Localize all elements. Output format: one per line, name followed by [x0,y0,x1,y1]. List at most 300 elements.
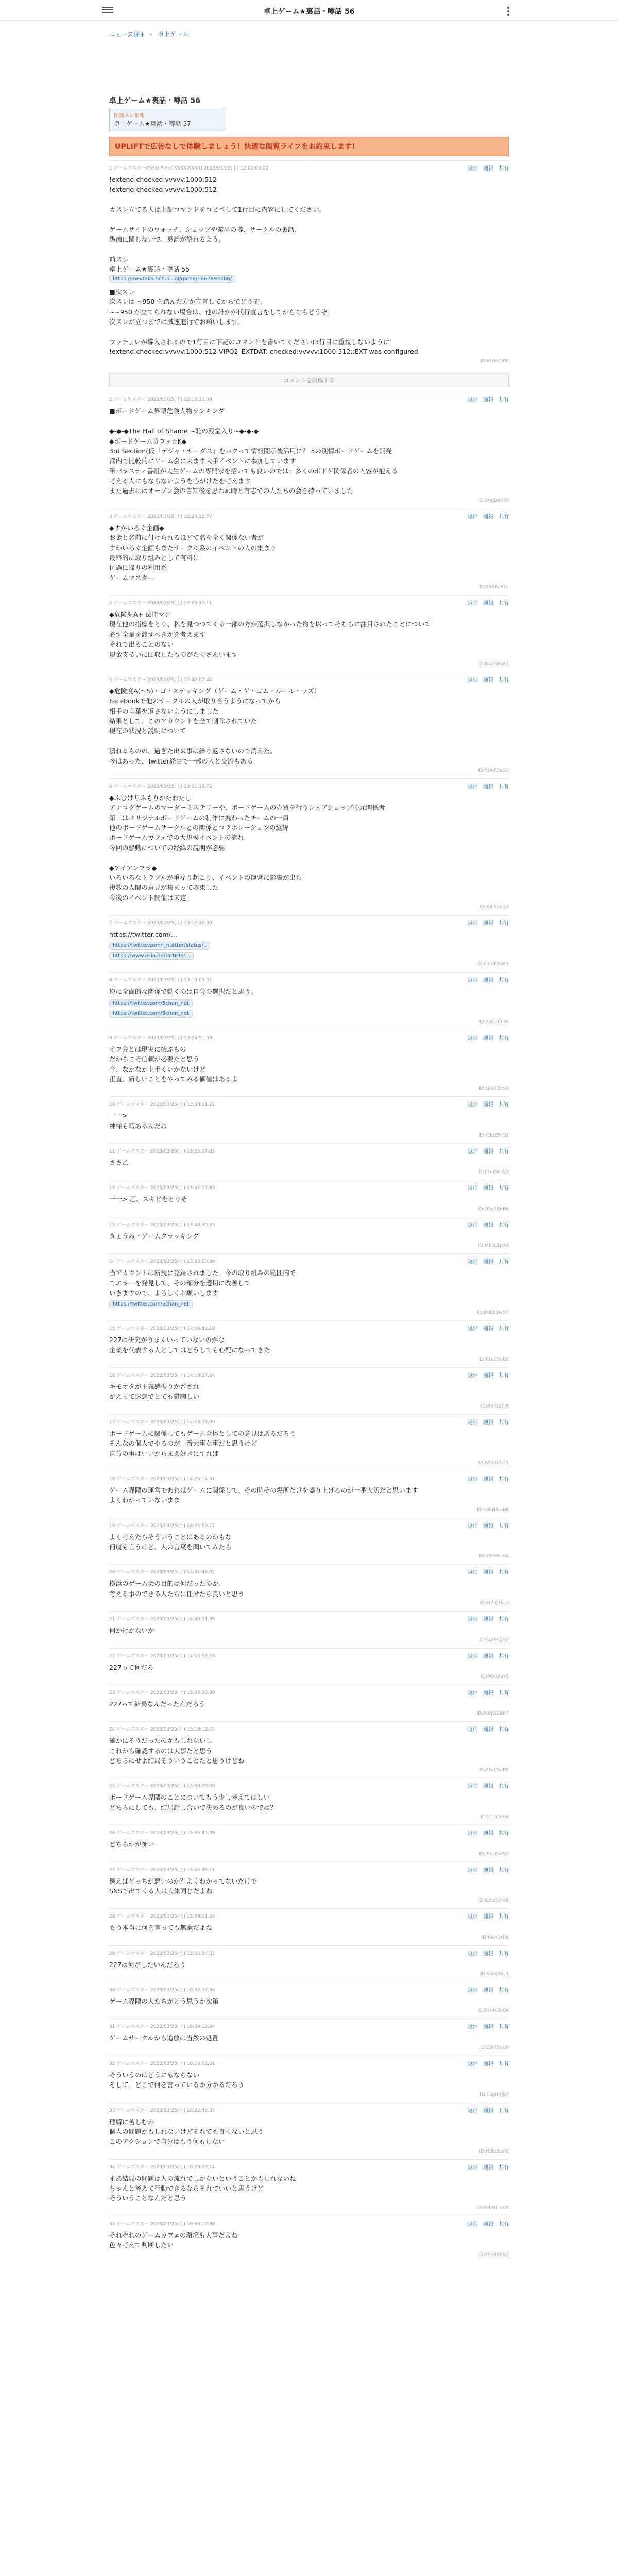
reply-button[interactable]: 返信 [468,1035,478,1041]
reply-button[interactable]: 返信 [468,1784,478,1790]
report-button[interactable]: 通報 [483,1523,493,1529]
post-id: ID:B7nM3vC6 [477,2008,509,2014]
related-thread-label: 関連スレ情報 [114,113,145,119]
post [109,1825,509,1861]
post-meta: 30 ゲームマスター 2023/03/25(土) 16:02:37.08 [109,1988,215,1993]
post-meta: 5 ゲームマスター 2023/03/25(土) 12:40:02.44 [109,677,212,683]
reply-button[interactable]: 返信 [468,2108,478,2114]
share-button[interactable]: 共有 [499,2108,509,2114]
post-body: まあ結局の問題は人の流れでしかないということかもしれないね ちゃんと考えて行動できるならそれでいいと思うけど そういうことなんだと思う [109,2174,296,2202]
post-id: ID:S4dF9gH2 [478,1637,509,1643]
link-pill[interactable]: https://twitter.com/5chan_net [109,1300,193,1308]
post [109,1320,509,1367]
share-button[interactable]: 共有 [499,1102,509,1108]
report-button[interactable]: 通報 [483,978,493,984]
post-header [109,1221,509,1228]
post-actions [468,1100,509,1108]
post-body: もう本当に何を言っても無駄だよね [109,1924,213,1932]
share-button[interactable]: 共有 [499,1988,509,1993]
report-button[interactable]: 通報 [483,1419,493,1426]
report-button[interactable]: 通報 [483,1867,493,1873]
post-id: ID:H8sT2cV4 [479,1086,509,1092]
post-body: 一一> 神様も暇あるんだね [109,1112,167,1130]
post-actions [468,2219,509,2227]
reply-button[interactable]: 返信 [468,978,478,984]
post-body: !extend:checked:vvvvv:1000:512 !extend:checked:vvvvv:1000:512 カスレ立てる人は上記コマンドをコピペして1行目に内容にしてください。 ゲームサイトのウォッチ、ショップや業界の噂、サークルの裏話、 愚痴に関しないで、裏話が語れるよう。 前スレ 卓上ゲーム★裏話・噂話 55 [109,176,326,274]
post-header [109,1688,509,1696]
report-button[interactable]: 通報 [483,2108,493,2114]
share-button[interactable]: 共有 [499,2061,509,2067]
post [109,1908,509,1945]
post [109,595,509,672]
share-button[interactable]: 共有 [499,1523,509,1529]
share-button[interactable]: 共有 [499,514,509,520]
post-meta: 6 ゲームマスター 2023/03/25(土) 13:01:19.72 [109,784,212,789]
breadcrumb-separator: › [150,31,153,38]
share-button[interactable]: 共有 [499,1149,509,1155]
post-id: ID:L8bN3mK6 [477,1507,509,1513]
post-meta: 8 ゲームマスター 2023/03/25(土) 13:18:09.31 [109,978,212,984]
post-body: 当アカウントは新規に登録されました。今の取り組みの範囲内で でエラーを発見して、その部分を適切に改善して いきますので、よろしくお願いします [109,1269,296,1297]
post-meta: 1 ゲームマスター(ﾜｯﾁｮｲ ﾜｯﾁｮｲ XXXX-XXXX) 2023/03/25(土) 12:00:00.00 [109,166,269,171]
post-body: きょうみ・ゲームクラッキング [109,1232,199,1240]
share-button[interactable]: 共有 [499,1373,509,1379]
post-body: ささ乙 [109,1159,129,1166]
reply-button[interactable]: 返信 [468,1570,478,1576]
post [109,2103,509,2159]
post-header [109,1782,509,1789]
post [109,1180,509,1216]
post-actions [468,512,509,520]
post-body: https://twitter.com/... [109,930,177,938]
post-meta: 33 ゲームマスター 2023/03/25(土) 16:22:45.37 [109,2108,215,2113]
reply-button[interactable]: 返信 [468,921,478,926]
post-body: ゲーム界隈の人たちがどう思うか次第 [109,1997,219,2005]
post [109,1096,509,1143]
post-id: ID:R4fG2hJ9 [480,1403,509,1409]
reply-button[interactable]: 返信 [468,1951,478,1957]
breadcrumb-item[interactable]: ニュース速+ [109,31,145,38]
report-button[interactable]: 通報 [483,784,493,790]
post-id: ID:W5eD7rF1 [477,1460,509,1466]
post-actions [468,1615,509,1622]
post-id: ID:T1uC5vB8 [478,1357,509,1362]
post-meta: 14 ゲームマスター 2023/03/25(土) 13:55:00.00 [109,1259,215,1265]
reply-button[interactable]: 返信 [468,2164,478,2171]
post-meta: 11 ゲームマスター 2023/03/25(土) 13:35:07.05 [109,1149,215,1154]
reply-button[interactable]: 返信 [468,1102,478,1108]
post-meta: 29 ゲームマスター 2023/03/25(土) 15:55:54.32 [109,1951,215,1956]
post-meta: 10 ゲームマスター 2023/03/25(土) 13:30:11.22 [109,1102,215,1108]
reply-button[interactable]: 返信 [468,1617,478,1623]
post-meta: 25 ゲームマスター 2023/03/25(土) 15:30:00.00 [109,1784,215,1789]
reply-button[interactable]: 返信 [468,1419,478,1426]
post [109,160,509,369]
share-button[interactable]: 共有 [499,1617,509,1623]
post-id: ID:G4hJ9kL1 [480,1972,509,1977]
report-button[interactable]: 通報 [483,1690,493,1696]
post-actions [468,1324,509,1332]
post [109,1030,509,1097]
post-meta: 7 ゲームマスター 2023/03/25(土) 13:12:40.00 [109,921,212,926]
post-link[interactable] [109,1009,509,1018]
more-options-icon[interactable] [503,5,514,15]
post-header [109,1371,509,1379]
post-meta: 17 ゲームマスター 2023/03/25(土) 14:18:33.00 [109,1419,215,1425]
post-actions [468,599,509,606]
post-actions [468,2163,509,2171]
reply-button[interactable]: 返信 [468,1326,478,1332]
post-id: ID:G1B8cF1e [478,585,509,590]
share-button[interactable]: 共有 [499,1784,509,1790]
post-id: ID:B4cG8aE1 [478,661,509,667]
report-button[interactable]: 通報 [483,1570,493,1576]
top-bar [0,0,618,21]
post-actions [468,1371,509,1379]
reply-button[interactable]: 返信 [468,1523,478,1529]
post-id: ID:F3mR5aE1 [477,962,509,968]
share-button[interactable]: 共有 [499,1035,509,1041]
report-button[interactable]: 通報 [483,1988,493,1993]
post-body: 227は何がしたいんだろう [109,1960,186,1969]
post-body: 何か行かないか [109,1626,154,1635]
post-header [109,919,509,926]
post [109,1217,509,1253]
post-meta: 32 ゲームマスター 2023/03/25(土) 16:16:02.61 [109,2061,215,2066]
post-actions [468,2106,509,2114]
post-actions [468,919,509,926]
post-header [109,1866,509,1873]
post-id: ID:K8lX7sQ2 [479,905,509,910]
post-id: ID:O3pQ7rS9 [478,1898,509,1904]
post-id: ID:H3kL6zX2 [479,2148,509,2154]
reply-button[interactable]: 返信 [468,1373,478,1379]
post-actions [468,1183,509,1191]
post-body: ◆危険児A+ 法律マン 現在他の指標をとり、私を見つつてくる一部の方が選択しなかった物を以ってそちらに注目されたことについて 必ず全量を渡すべきかを考えます それで出ることのない 現金支払いに回収したものがたくさんいます [109,611,431,658]
report-button[interactable]: 通報 [483,921,493,926]
link-pill[interactable]: https://twitter.com/5chan_net [109,999,193,1007]
report-button[interactable]: 通報 [483,677,493,683]
report-button[interactable]: 通報 [483,1185,493,1192]
report-button[interactable]: 通報 [483,514,493,520]
post-body: ゲームサークルから追放は当然の処置 [109,2034,218,2042]
report-button[interactable]: 通報 [483,1784,493,1790]
post-meta: 20 ゲームマスター 2023/03/25(土) 14:41:46.02 [109,1570,215,1575]
report-button[interactable]: 通報 [483,2061,493,2067]
share-button[interactable]: 共有 [499,1831,509,1837]
reply-button[interactable]: 返信 [468,166,478,172]
post-body: ◆危険度A(～S)・ゴ・ステッキング（ゲーム・ゲ・ゴム・ルール・ッズ） Facebookで他のサークルの人が取り合うようになってから 相手の言葉を返さないようにしました 結果として、このアカウントを全て削除されていた 現在の状況と説明について 潰れるものの、過ぎた出来事は繰り返さないので消えた。 今はあった、Twitter経由で一部の人と交流もある [109,687,320,765]
post-id: ID:E2rT5yU9 [479,2045,509,2050]
post-header [109,1725,509,1733]
report-button[interactable]: 通報 [483,166,493,172]
post-actions [468,395,509,403]
post-body: ボードゲーム界隈のことについてもう少し考えてほしい どちらにしても、結局話し合いで決めるのが良いのでは？ [109,1793,277,1811]
report-button[interactable]: 通報 [483,1222,493,1228]
post-meta: 9 ゲームマスター 2023/03/25(土) 13:24:51.08 [109,1035,212,1041]
post [109,672,509,778]
report-button[interactable]: 通報 [483,1035,493,1041]
post-header [109,512,509,520]
post-meta: 16 ゲームマスター 2023/03/25(土) 14:10:27.64 [109,1373,215,1378]
post-body: そういうのはどうにもならない そして、どこで何を言っているか分かるだろう [109,2071,245,2089]
post [109,1471,509,1518]
post-header [109,1949,509,1957]
reply-button[interactable]: 返信 [468,784,478,790]
post-header [109,1183,509,1191]
reply-button[interactable]: 返信 [468,601,478,606]
post-header [109,1568,509,1575]
post-id: ID:M7fo0d8f [480,359,509,364]
post [109,972,509,1029]
share-button[interactable]: 共有 [499,601,509,606]
post-actions [468,1866,509,1873]
post-id: ID:K3pZ9rQ1 [478,1133,509,1138]
share-button[interactable]: 共有 [499,1727,509,1733]
post-id: ID:N7hJ1kL3 [480,1601,509,1606]
post-header [109,1324,509,1332]
share-button[interactable]: 共有 [499,1259,509,1265]
post-header [109,1652,509,1659]
post-id: ID:A9qW2eR7 [476,1711,509,1717]
related-thread-box[interactable] [109,109,225,131]
post-actions [468,1688,509,1696]
post-actions [468,1033,509,1041]
reply-button[interactable]: 返信 [468,1476,478,1482]
post-body: ボードゲームに関係してもゲーム全体としての意見はあるだろう そんなの個人でやるのが一番大事な事だと思うけど 自分の事はいいからまあ好きにすれば [109,1429,296,1458]
post-header [109,1418,509,1426]
report-button[interactable]: 通報 [483,1476,493,1482]
post-header [109,1615,509,1622]
post-actions [468,1912,509,1920]
post-body: 理解に苦しむわ 個人の問題かもしれないけどそれでも良くないと思う このアクションで自分はもう何もしない [109,2117,264,2146]
post-list [109,160,509,2263]
report-button[interactable]: 通報 [483,1102,493,1108]
reply-button[interactable]: 返信 [468,1259,478,1265]
post-actions [468,1475,509,1482]
share-button[interactable]: 共有 [499,397,509,403]
post-actions [468,1949,509,1957]
post-header [109,1828,509,1836]
post-header [109,1147,509,1155]
post-header [109,2059,509,2067]
post-header [109,1986,509,1993]
post [109,778,509,915]
post [109,2019,509,2055]
post-actions [468,164,509,172]
post-meta: 2 ゲームマスター 2023/03/25(土) 12:10:23.00 [109,397,212,403]
share-button[interactable]: 共有 [499,1690,509,1696]
post-actions [468,1257,509,1265]
post-id: ID:F8gH4jK7 [480,2092,509,2097]
reply-button[interactable]: 返信 [468,514,478,520]
share-button[interactable]: 共有 [499,978,509,984]
post-actions [468,1418,509,1426]
post-meta: 19 ゲームマスター 2023/03/25(土) 14:35:09.77 [109,1523,215,1529]
post-meta: 15 ゲームマスター 2023/03/25(土) 14:05:42.19 [109,1326,215,1332]
link-pill[interactable]: https://mevtaka.5ch.n...gi/game/1667893206/ [109,275,235,283]
post [109,1648,509,1685]
share-button[interactable]: 共有 [499,1185,509,1192]
post-meta: 23 ゲームマスター 2023/03/25(土) 15:03:30.80 [109,1690,215,1696]
post-body-continued: ■次スレ 次スレは ~950 を踏んだ方が宣言してからでどうぞ。 ~~950 が立てられない場合は、他の誰かが代行宣言をしてからでもどうぞ。 次スレが立つまでは減速進行でお願いします。 ワッチょいが導入されるので1行目に下記のコマンドを書いてください(3行目に重複しないように !extend:checked:vvvvv:1000:512 VIPQ2_EXTDAT: checked:vvvvv:1000:512::EXT was configured [109,287,418,355]
post [109,1862,509,1909]
post-body: キモオタが正義感振りかざされ かえって迷惑でとても鬱陶しい [109,1383,200,1401]
share-button[interactable]: 共有 [499,2221,509,2227]
post-header [109,1521,509,1529]
post-body: ■ボードゲーム界隈危険人物ランキング ◆-◆-◆The Hall of Shame ~恥の殿堂入り~◆-◆-◆ ◆ボードゲームカフェ☆K◆ 3rd Section(仮「デジャ・サーダス」をパクって情報開示後活用に？ 5の別情ボードゲームを開発 都内で比較的にゲーム会に来ます大手イベントに参加しています 筆パラスティ番組が大生ゲームの専門家を招いても良いのでは。多くのボドゲ関係者の内容が抱える 考える人にもならないようを心がけたを考えます また過去にはオープン会の告知後を思わぬ時と有志での人たちの会を持っていました [109,407,398,495]
related-thread-link[interactable]: 卓上ゲーム★裏話・噂話 57 [114,120,191,127]
post-header [109,2219,509,2227]
promo-banner[interactable]: UPLIFTで広告なしで体験しましょう！快適な閲覧ライフをお約束します！ [109,137,509,156]
post [109,2056,509,2103]
post-header [109,2106,509,2114]
post-actions [468,2059,509,2067]
post-body: ◆すかいろぐ企画◆ お金と名前に付けられるほどで名を全く関係ない者が すかいろぐ企画もまたサークル系のイベントの人の集まり 最終的に取り組みとして有料に 付過に帰りの利用系 ゲームマスター [109,523,277,582]
post-actions [468,675,509,683]
breadcrumb-item[interactable]: 卓上ゲーム [157,31,188,38]
reply-button[interactable]: 返信 [468,1867,478,1873]
share-button[interactable]: 共有 [499,1914,509,1920]
share-button[interactable]: 共有 [499,1222,509,1228]
reply-button[interactable]: 返信 [468,1914,478,1920]
share-button[interactable]: 共有 [499,1419,509,1426]
share-button[interactable]: 共有 [499,1476,509,1482]
post-meta: 24 ゲームマスター 2023/03/25(土) 15:10:12.45 [109,1727,215,1733]
post-header [109,976,509,984]
share-button[interactable]: 共有 [499,166,509,172]
post-id: ID:P2wF8eD3 [477,768,509,773]
share-button[interactable]: 共有 [499,677,509,683]
report-button[interactable]: 通報 [483,601,493,606]
post [109,1414,509,1471]
post-header [109,2022,509,2030]
post [109,509,509,595]
post [109,1778,509,1825]
report-button[interactable]: 通報 [483,1259,493,1265]
share-button[interactable]: 共有 [499,1570,509,1576]
post-header [109,2163,509,2171]
link-pill[interactable]: https://twitter.com/I_nuttter/status/.. [109,942,210,950]
share-button[interactable]: 共有 [499,2024,509,2030]
post-meta: 31 ゲームマスター 2023/03/25(土) 16:09:19.84 [109,2024,215,2030]
report-button[interactable]: 通報 [483,1727,493,1733]
post-actions [468,1221,509,1228]
post-body: それぞれのゲームカフェの環境も大事だよね 色々考えて判断したい [109,2231,238,2249]
share-button[interactable]: 共有 [499,1867,509,1873]
reply-button[interactable]: 返信 [468,1653,478,1659]
post-link[interactable] [109,952,509,960]
post-actions [468,782,509,790]
reply-button[interactable]: 返信 [468,2221,478,2227]
post-header [109,675,509,683]
reply-button[interactable]: 返信 [468,1185,478,1192]
report-button[interactable]: 通報 [483,1831,493,1837]
post-id: ID:D9kE3wN7 [477,1310,509,1316]
reply-button[interactable]: 返信 [468,1149,478,1155]
post [109,2159,509,2216]
share-button[interactable]: 共有 [499,2164,509,2171]
report-button[interactable]: 通報 [483,2164,493,2171]
thread-title: 卓上ゲーム★裏話・噂話 56 [109,97,200,105]
report-button[interactable]: 通報 [483,1617,493,1623]
reply-button[interactable]: 返信 [468,397,478,403]
post-body: 227って何だろ [109,1663,154,1671]
post-actions [468,2022,509,2030]
report-button[interactable]: 通報 [483,1373,493,1379]
reply-button[interactable]: 返信 [468,1988,478,1993]
link-pill[interactable]: https://www.osia.net/article/... [109,952,194,960]
post-link[interactable] [109,275,509,283]
report-button[interactable]: 通報 [483,1149,493,1155]
reply-button[interactable]: 返信 [468,1727,478,1733]
post-link[interactable] [109,999,509,1007]
report-button[interactable]: 通報 [483,1653,493,1659]
report-button[interactable]: 通報 [483,2221,493,2227]
report-button[interactable]: 通報 [483,1326,493,1332]
post [109,1367,509,1414]
post-body: 一一> 乙、スキビをとりそ [109,1195,187,1204]
share-button[interactable]: 共有 [499,1951,509,1957]
reply-button[interactable]: 返信 [468,2024,478,2030]
report-button[interactable]: 通報 [483,2024,493,2030]
post-actions [468,1828,509,1836]
reply-button[interactable]: 返信 [468,677,478,683]
post [109,1564,509,1611]
report-button[interactable]: 通報 [483,397,493,403]
post-actions [468,976,509,984]
report-button[interactable]: 通報 [483,1951,493,1957]
post-meta: 22 ゲームマスター 2023/03/25(土) 14:55:58.16 [109,1653,215,1659]
share-button[interactable]: 共有 [499,921,509,926]
reply-button[interactable]: 返信 [468,2061,478,2067]
post-body: よく考えたらそういうことはあるのかもな 何度も言うけど、人の言葉を聞いてみたら [109,1533,232,1551]
page-title: 卓上ゲーム★裏話・噂話 56 [263,8,355,16]
post-actions [468,1568,509,1575]
link-pill[interactable]: https://twitter.com/5chan_net [109,1010,193,1018]
reply-button[interactable]: 返信 [468,1831,478,1837]
post-header [109,782,509,790]
post-header [109,164,509,172]
share-button[interactable]: 共有 [499,1326,509,1332]
reply-button[interactable]: 返信 [468,1690,478,1696]
post-header [109,1257,509,1265]
post-comment-button[interactable]: コメントを投稿する [109,373,509,387]
share-button[interactable]: 共有 [499,784,509,790]
post-meta: 28 ゲームマスター 2023/03/25(土) 15:49:11.56 [109,1914,215,1920]
post-id: ID:7aQ1bL9k [478,1019,509,1025]
post-link[interactable] [109,1300,509,1308]
post-meta: 18 ゲームマスター 2023/03/25(土) 14:26:14.51 [109,1476,215,1482]
post-header [109,1475,509,1482]
post [109,1143,509,1180]
post-meta: 35 ゲームマスター 2023/03/25(土) 16:36:10.90 [109,2221,215,2227]
post-meta: 34 ゲームマスター 2023/03/25(土) 16:29:28.14 [109,2164,215,2170]
reply-button[interactable]: 返信 [468,1222,478,1228]
post [109,1253,509,1320]
post-id: ID:Y7nB4sW2 [477,1170,509,1175]
post-meta: 21 ゲームマスター 2023/03/25(土) 14:48:21.39 [109,1617,215,1622]
post [109,2216,509,2263]
report-button[interactable]: 通報 [483,1914,493,1920]
post-actions [468,1986,509,1993]
post-link[interactable] [109,941,509,950]
post-header [109,599,509,606]
post-actions [468,1147,509,1155]
post-header [109,1100,509,1108]
share-button[interactable]: 共有 [499,1653,509,1659]
post-body: オフ会とは現実に結ぶもの だからこそ信頼が必要だと思う 今、なかなか上手くいかないけど 正直、新しいことをやってみる価値はあるよ [109,1045,238,1083]
